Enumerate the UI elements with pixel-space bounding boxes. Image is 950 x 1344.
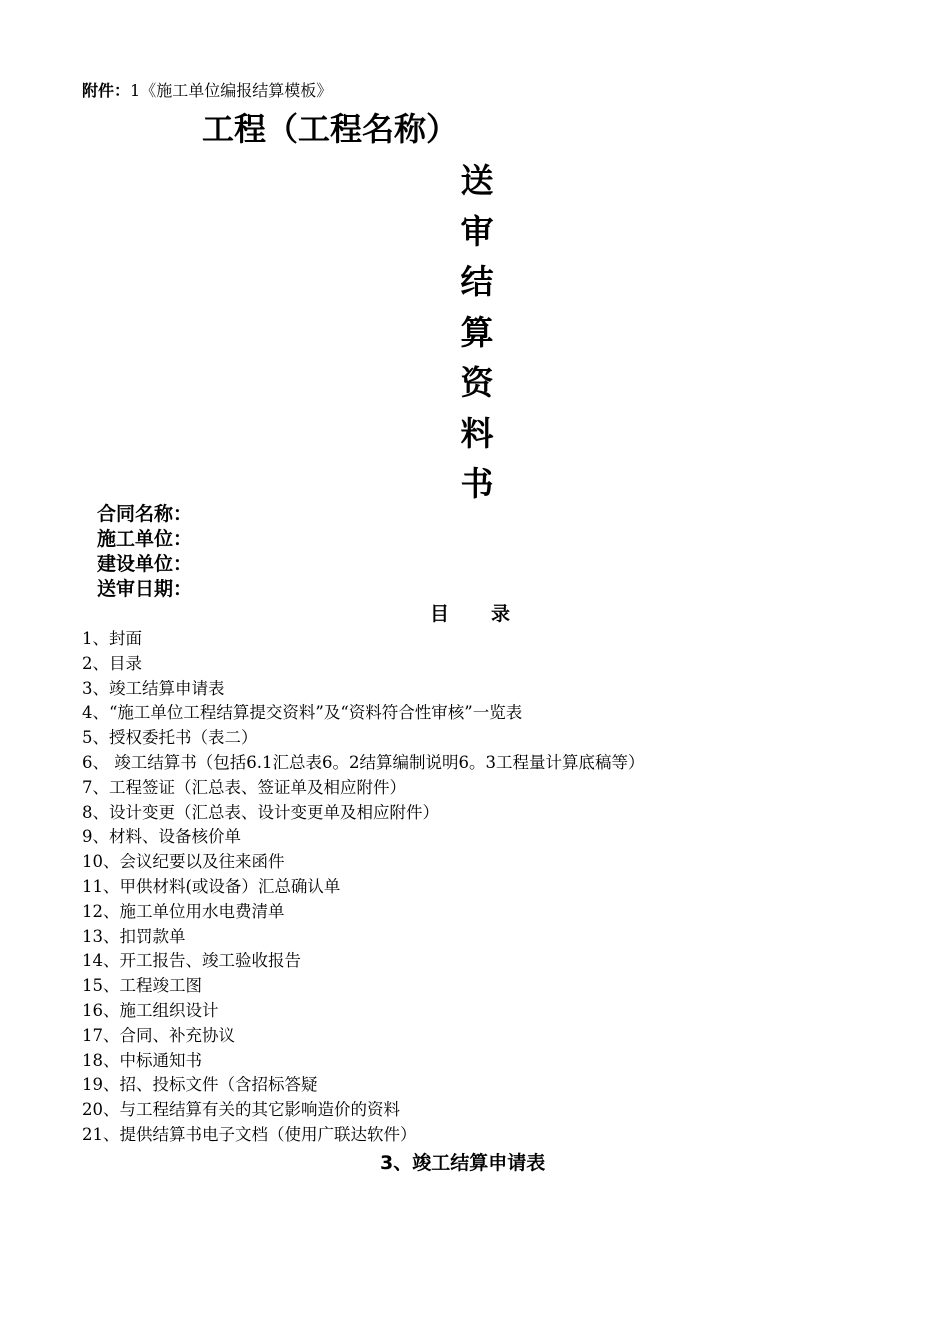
toc-item: 14、开工报告、竣工验收报告 bbox=[82, 951, 301, 971]
toc-item: 20、与工程结算有关的其它影响造价的资料 bbox=[82, 1100, 400, 1120]
project-title: 工程（工程名称） bbox=[202, 110, 459, 148]
vertical-title-char: 算 bbox=[460, 312, 494, 352]
vertical-title-char: 书 bbox=[460, 464, 494, 503]
toc-item: 3、竣工结算申请表 bbox=[82, 678, 225, 698]
toc-item: 10、会议纪要以及往来函件 bbox=[82, 852, 285, 872]
vertical-title-char: 送 bbox=[460, 161, 494, 200]
toc-item: 1、封面 bbox=[82, 629, 142, 648]
toc-item: 6、 竣工结算书（包括6.1汇总表6。2结算编制说明6。3工程量计算底稿等） bbox=[82, 752, 645, 772]
toc-item: 16、施工组织设计 bbox=[82, 1000, 219, 1020]
toc-item: 21、提供结算书电子文档（使用广联达软件） bbox=[82, 1124, 417, 1144]
toc-item: 19、招、投标文件（含招标答疑 bbox=[82, 1075, 318, 1095]
toc-item: 8、设计变更（汇总表、设计变更单及相应附件） bbox=[82, 802, 439, 822]
toc-item: 2、目录 bbox=[82, 653, 142, 673]
toc-item: 17、合同、补充协议 bbox=[82, 1025, 235, 1045]
vertical-document-title bbox=[455, 156, 499, 510]
vertical-title-char: 料 bbox=[460, 413, 494, 453]
attachment-prefix: 附件： bbox=[82, 81, 131, 100]
toc-item: 9、材料、设备核价单 bbox=[82, 827, 241, 847]
table-of-contents-heading bbox=[430, 602, 510, 626]
section-title: 3、竣工结算申请表 bbox=[380, 1152, 546, 1174]
attachment-note bbox=[82, 80, 332, 102]
table-of-contents-list bbox=[82, 627, 644, 1148]
toc-item: 4、“施工单位工程结算提交资料”及“资料符合性审核”一览表 bbox=[82, 703, 523, 723]
toc-heading-second-char: 录 bbox=[491, 603, 511, 625]
construction-unit-label: 施工单位： bbox=[97, 528, 193, 550]
submission-date-label: 送审日期： bbox=[97, 578, 193, 600]
toc-item: 15、工程竣工图 bbox=[82, 976, 202, 996]
toc-item: 12、施工单位用水电费清单 bbox=[82, 901, 285, 921]
toc-item: 5、授权委托书（表二） bbox=[82, 728, 258, 748]
toc-item: 18、中标通知书 bbox=[82, 1050, 202, 1070]
toc-item: 13、扣罚款单 bbox=[82, 926, 186, 946]
toc-item: 11、甲供材料(或设备）汇总确认单 bbox=[82, 876, 341, 896]
toc-item: 7、工程签证（汇总表、签证单及相应附件） bbox=[82, 777, 406, 797]
vertical-title-char: 资 bbox=[460, 363, 494, 402]
document-meta-fields bbox=[97, 502, 192, 602]
vertical-title-char: 结 bbox=[460, 262, 494, 301]
contract-name-label: 合同名称： bbox=[97, 503, 193, 525]
building-unit-label: 建设单位： bbox=[97, 553, 193, 575]
vertical-title-char: 审 bbox=[460, 211, 494, 251]
attachment-text: 1《施工单位编报结算模板》 bbox=[130, 81, 333, 100]
toc-heading-first-char: 目 bbox=[430, 603, 450, 625]
